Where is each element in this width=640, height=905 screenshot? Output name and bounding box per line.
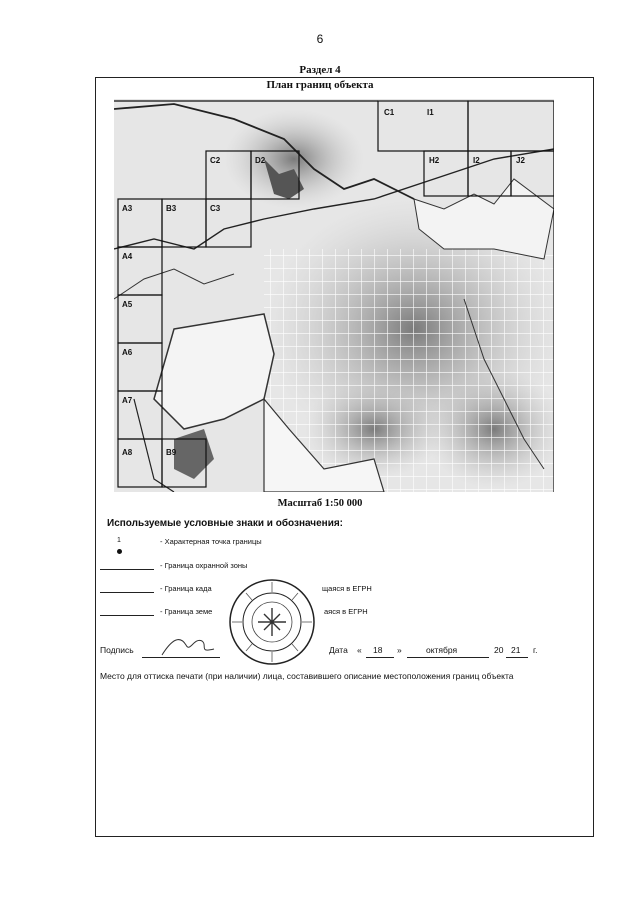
grid-label: A3 [122, 204, 133, 213]
section-title: Раздел 4 [299, 64, 341, 76]
date-year-unit: г. [533, 645, 538, 655]
grid-label: D2 [255, 156, 266, 165]
grid-label: A4 [122, 252, 133, 261]
legend-item-label: - Граница када [160, 584, 212, 593]
boundary-point-icon [117, 549, 122, 554]
grid-label: H2 [429, 156, 440, 165]
legend-item-boundary-point [100, 537, 400, 551]
grid-label: J2 [516, 156, 525, 165]
grid-label: C2 [210, 156, 221, 165]
grid-label: A7 [122, 396, 133, 405]
date-year-line [506, 657, 528, 658]
map-scale: Масштаб 1:50 000 [277, 498, 363, 509]
grid-label: A6 [122, 348, 133, 357]
legend-item-label: - Граница охранной зоны [160, 561, 248, 570]
plan-title: План границ объекта [266, 79, 374, 91]
date-month-line [407, 657, 489, 658]
land-boundary-line-icon [100, 615, 154, 616]
signature-date-row [100, 645, 560, 665]
grid-label: I2 [473, 156, 480, 165]
legend-item-label: - Граница земе [160, 607, 213, 616]
legend-title: Используемые условные знаки и обозначения: [107, 518, 344, 529]
date-day: 18 [373, 645, 383, 655]
date-year-suffix: 21 [511, 645, 521, 655]
grid-label: B3 [166, 204, 177, 213]
date-year-prefix: 20 [494, 645, 504, 655]
print-place-text: Место для оттиска печати (при наличии) лица, составившего описание местоположения границ объекта [100, 671, 514, 681]
grid-label: C3 [210, 204, 221, 213]
boundary-plan-map [114, 99, 554, 492]
date-open-quote: « [357, 645, 362, 655]
date-close-quote: » [397, 645, 402, 655]
signature-label: Подпись [100, 645, 134, 655]
date-label: Дата [329, 645, 348, 655]
handwritten-signature [158, 631, 218, 661]
legend-item-protection-zone [100, 561, 400, 575]
legend-item-label: - Характерная точка границы [160, 537, 262, 546]
grid-label: I1 [427, 108, 434, 117]
grid-label: A5 [122, 300, 133, 309]
grid-label: C1 [384, 108, 395, 117]
legend-point-symbol: 1 [117, 537, 121, 544]
legend-item-tail: щаяся в ЕГРН [322, 584, 372, 593]
grid-label: A8 [122, 448, 133, 457]
page-number: 6 [316, 32, 324, 46]
cadastral-line-icon [100, 592, 154, 593]
legend-item-tail: аяся в ЕГРН [324, 607, 368, 616]
grid-label: B9 [166, 448, 177, 457]
date-day-line [366, 657, 394, 658]
map-image [114, 99, 554, 492]
date-month: октября [426, 645, 458, 655]
protection-zone-line-icon [100, 569, 154, 570]
